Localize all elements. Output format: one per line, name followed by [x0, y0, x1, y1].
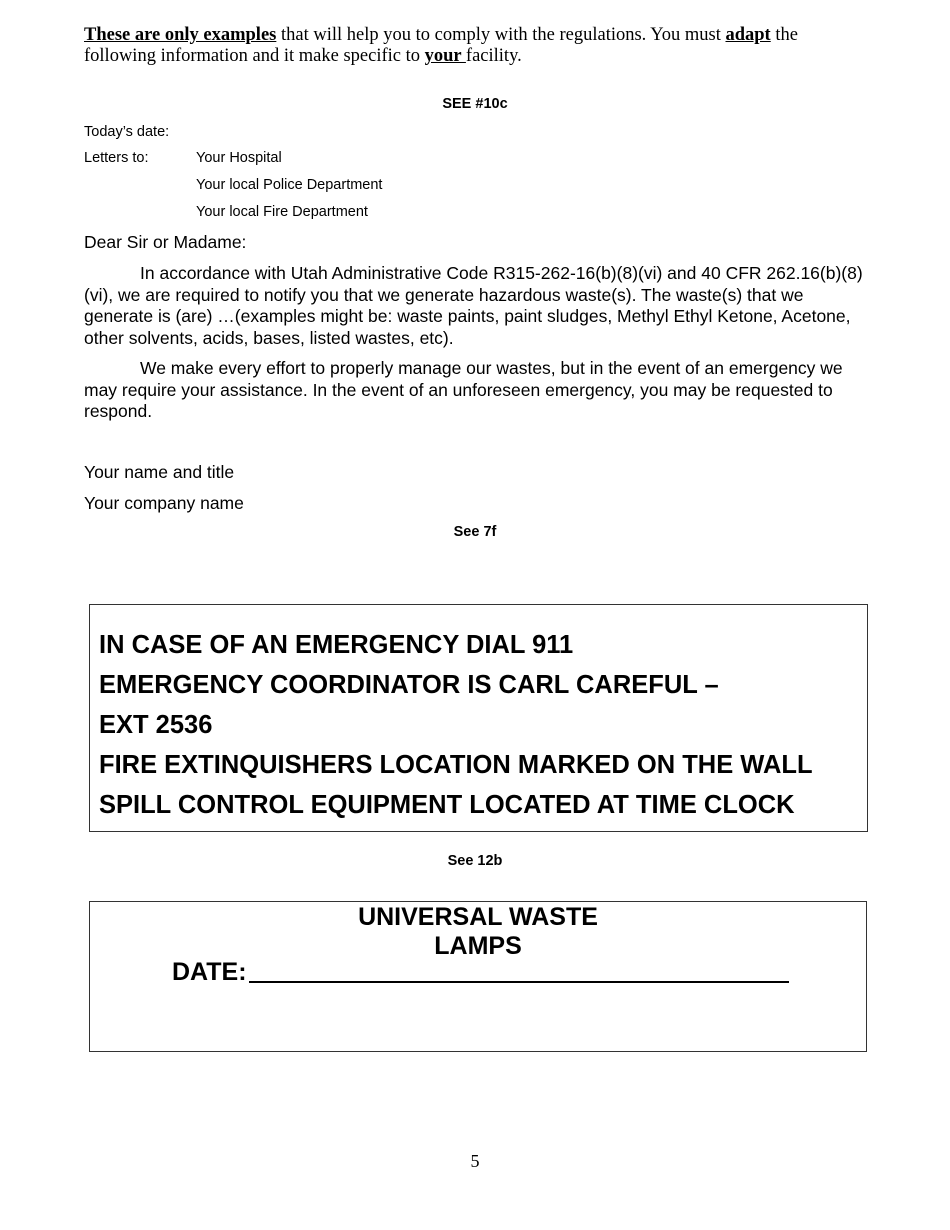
intro-bold-examples: These are only examples	[84, 25, 277, 45]
intro-text-1: that will help you to comply with the regulations. You must	[276, 25, 726, 45]
intro-text-2: the following information and it make specific to	[84, 25, 798, 66]
signature-name-title: Your name and title	[84, 462, 235, 482]
universal-waste-lamps: LAMPS	[434, 932, 522, 960]
letter-paragraph-1	[84, 263, 869, 349]
universal-waste-title: UNIVERSAL WASTE	[358, 903, 598, 931]
signature-company: Your company name	[84, 493, 244, 513]
page-number: 5	[470, 1151, 480, 1171]
intro-paragraph	[84, 25, 864, 67]
recipient-police: Your local Police Department	[196, 177, 383, 193]
emergency-line-coordinator: EMERGENCY COORDINATOR IS CARL CAREFUL –	[99, 671, 719, 699]
universal-waste-label-box	[89, 901, 867, 1052]
letter-paragraph-1-text: In accordance with Utah Administrative Code R315-262-16(b)(8)(vi) and 40 CFR 262.16(b)(8)(vi), we are required to notify you that we generate hazardous waste(s). The waste(s) that we generate is (are) …(examples might be: waste paints, paint sludges, Methyl Ethyl Ketone, Acetone, other solvents, acids, bases, listed wastes, etc).	[84, 263, 863, 348]
reference-see-7f: See 7f	[453, 524, 497, 540]
recipient-hospital: Your Hospital	[196, 150, 282, 166]
reference-see-12b: See 12b	[447, 853, 503, 869]
emergency-line-fire-extinguishers: FIRE EXTINQUISHERS LOCATION MARKED ON THE WALL	[99, 751, 813, 779]
intro-text-3: facility.	[465, 46, 522, 66]
emergency-line-spill-control: SPILL CONTROL EQUIPMENT LOCATED AT TIME CLOCK	[99, 791, 795, 819]
intro-bold-adapt: adapt	[725, 25, 771, 45]
letter-paragraph-2	[84, 358, 869, 423]
todays-date-label: Today’s date:	[84, 124, 170, 140]
emergency-line-dial-911: IN CASE OF AN EMERGENCY DIAL 911	[99, 631, 574, 659]
letter-paragraph-2-text: We make every effort to properly manage our wastes, but in the event of an emergency we may require your assistance. In the event of an unforeseen emergency, you may be requested to respond.	[84, 358, 843, 421]
letters-to-label: Letters to:	[84, 150, 149, 166]
reference-see-10c: SEE #10c	[442, 96, 508, 112]
intro-bold-your: your	[424, 46, 466, 66]
universal-waste-date-row	[172, 958, 789, 987]
universal-waste-date-label: DATE:	[172, 958, 247, 986]
date-blank-line	[249, 981, 789, 983]
recipient-fire: Your local Fire Department	[196, 204, 368, 220]
greeting: Dear Sir or Madame:	[84, 232, 247, 252]
emergency-line-extension: EXT 2536	[99, 711, 213, 739]
emergency-notice-box	[89, 604, 868, 832]
